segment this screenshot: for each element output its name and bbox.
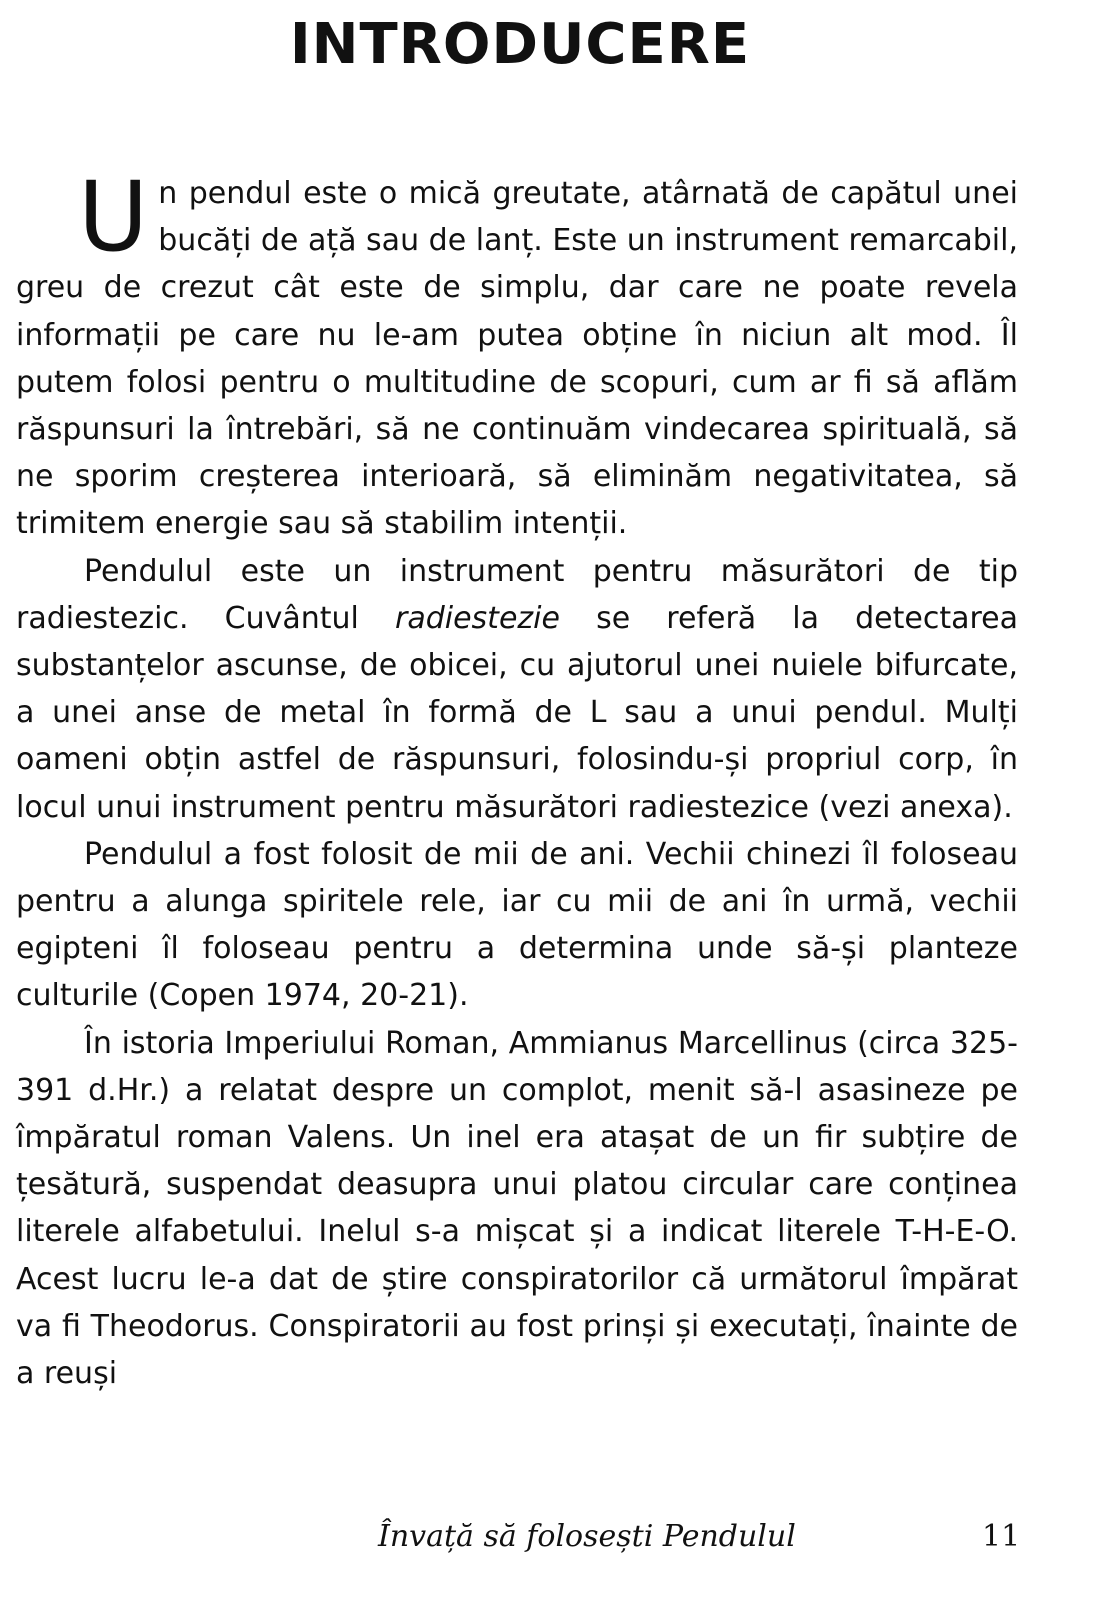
paragraph-3: Pendulul a fost folosit de mii de ani. Vechii chinezi îl foloseau pentru a alunga spiritele rele, iar cu mii de ani în urmă, vechii egipteni îl foloseau pentru a determina unde să-și planteze culturile (Copen 1974, 20-21). <box>16 836 1018 1014</box>
paragraph-2 <box>16 548 1018 831</box>
footer-book-title: Învață să folosești Pendulul <box>378 1519 796 1554</box>
paragraph-2-emphasis: radiestezie <box>395 600 560 636</box>
paragraph-2-text-after: se referă la detectarea substanțelor ascunse, de obicei, cu ajutorul unei nuiele bifurcate, a unei anse de metal în formă de L sau a unui pendul. Mulți oameni obțin astfel de răspunsuri, folosindu-și propriul corp, în locul unui instrument pentru măsurători radiestezice (vezi anexa). <box>16 600 1019 825</box>
body-text <box>16 161 1019 1397</box>
page-number: 11 <box>982 1519 1021 1554</box>
paragraph-2-text-before: Pendulul este un instrument pentru măsurători de tip radiestezic. Cuvântul <box>16 553 1018 636</box>
drop-cap: U <box>78 161 149 273</box>
page-footer <box>0 1515 1097 1565</box>
paragraph-1 <box>16 161 1018 548</box>
paragraph-1-text: n pendul este o mică greutate, atârnată de capătul unei bucăți de ață sau de lanț. Este un instrument remarcabil, greu de crezut cât este de simplu, dar care ne poate revela informații pe care nu le-am putea obține în niciun alt mod. Îl putem folosi pentru o multitudine de scopuri, cum ar fi să aflăm răspunsuri la întrebări, să ne continuăm vindecarea spirituală, să ne sporim creșterea interioară, să eliminăm negativitatea, să trimitem energie sau să stabilim intenții. <box>16 176 1018 542</box>
chapter-title: INTRODUCERE <box>289 12 751 77</box>
paragraph-4: În istoria Imperiului Roman, Ammianus Marcellinus (circa 325-391 d.Hr.) a relatat despre un complot, menit să-l asasineze pe împăratul roman Valens. Un inel era atașat de un fir subțire de țesătură, suspendat deasupra unui platou circular care conținea literele alfabetului. Inelul s-a mișcat și a indicat literele T-H-E-O. Acest lucru le-a dat de știre conspiratorilor că următorul împărat va fi Theodorus. Conspiratorii au fost prinși și executați, înainte de a reuși <box>16 1025 1018 1392</box>
